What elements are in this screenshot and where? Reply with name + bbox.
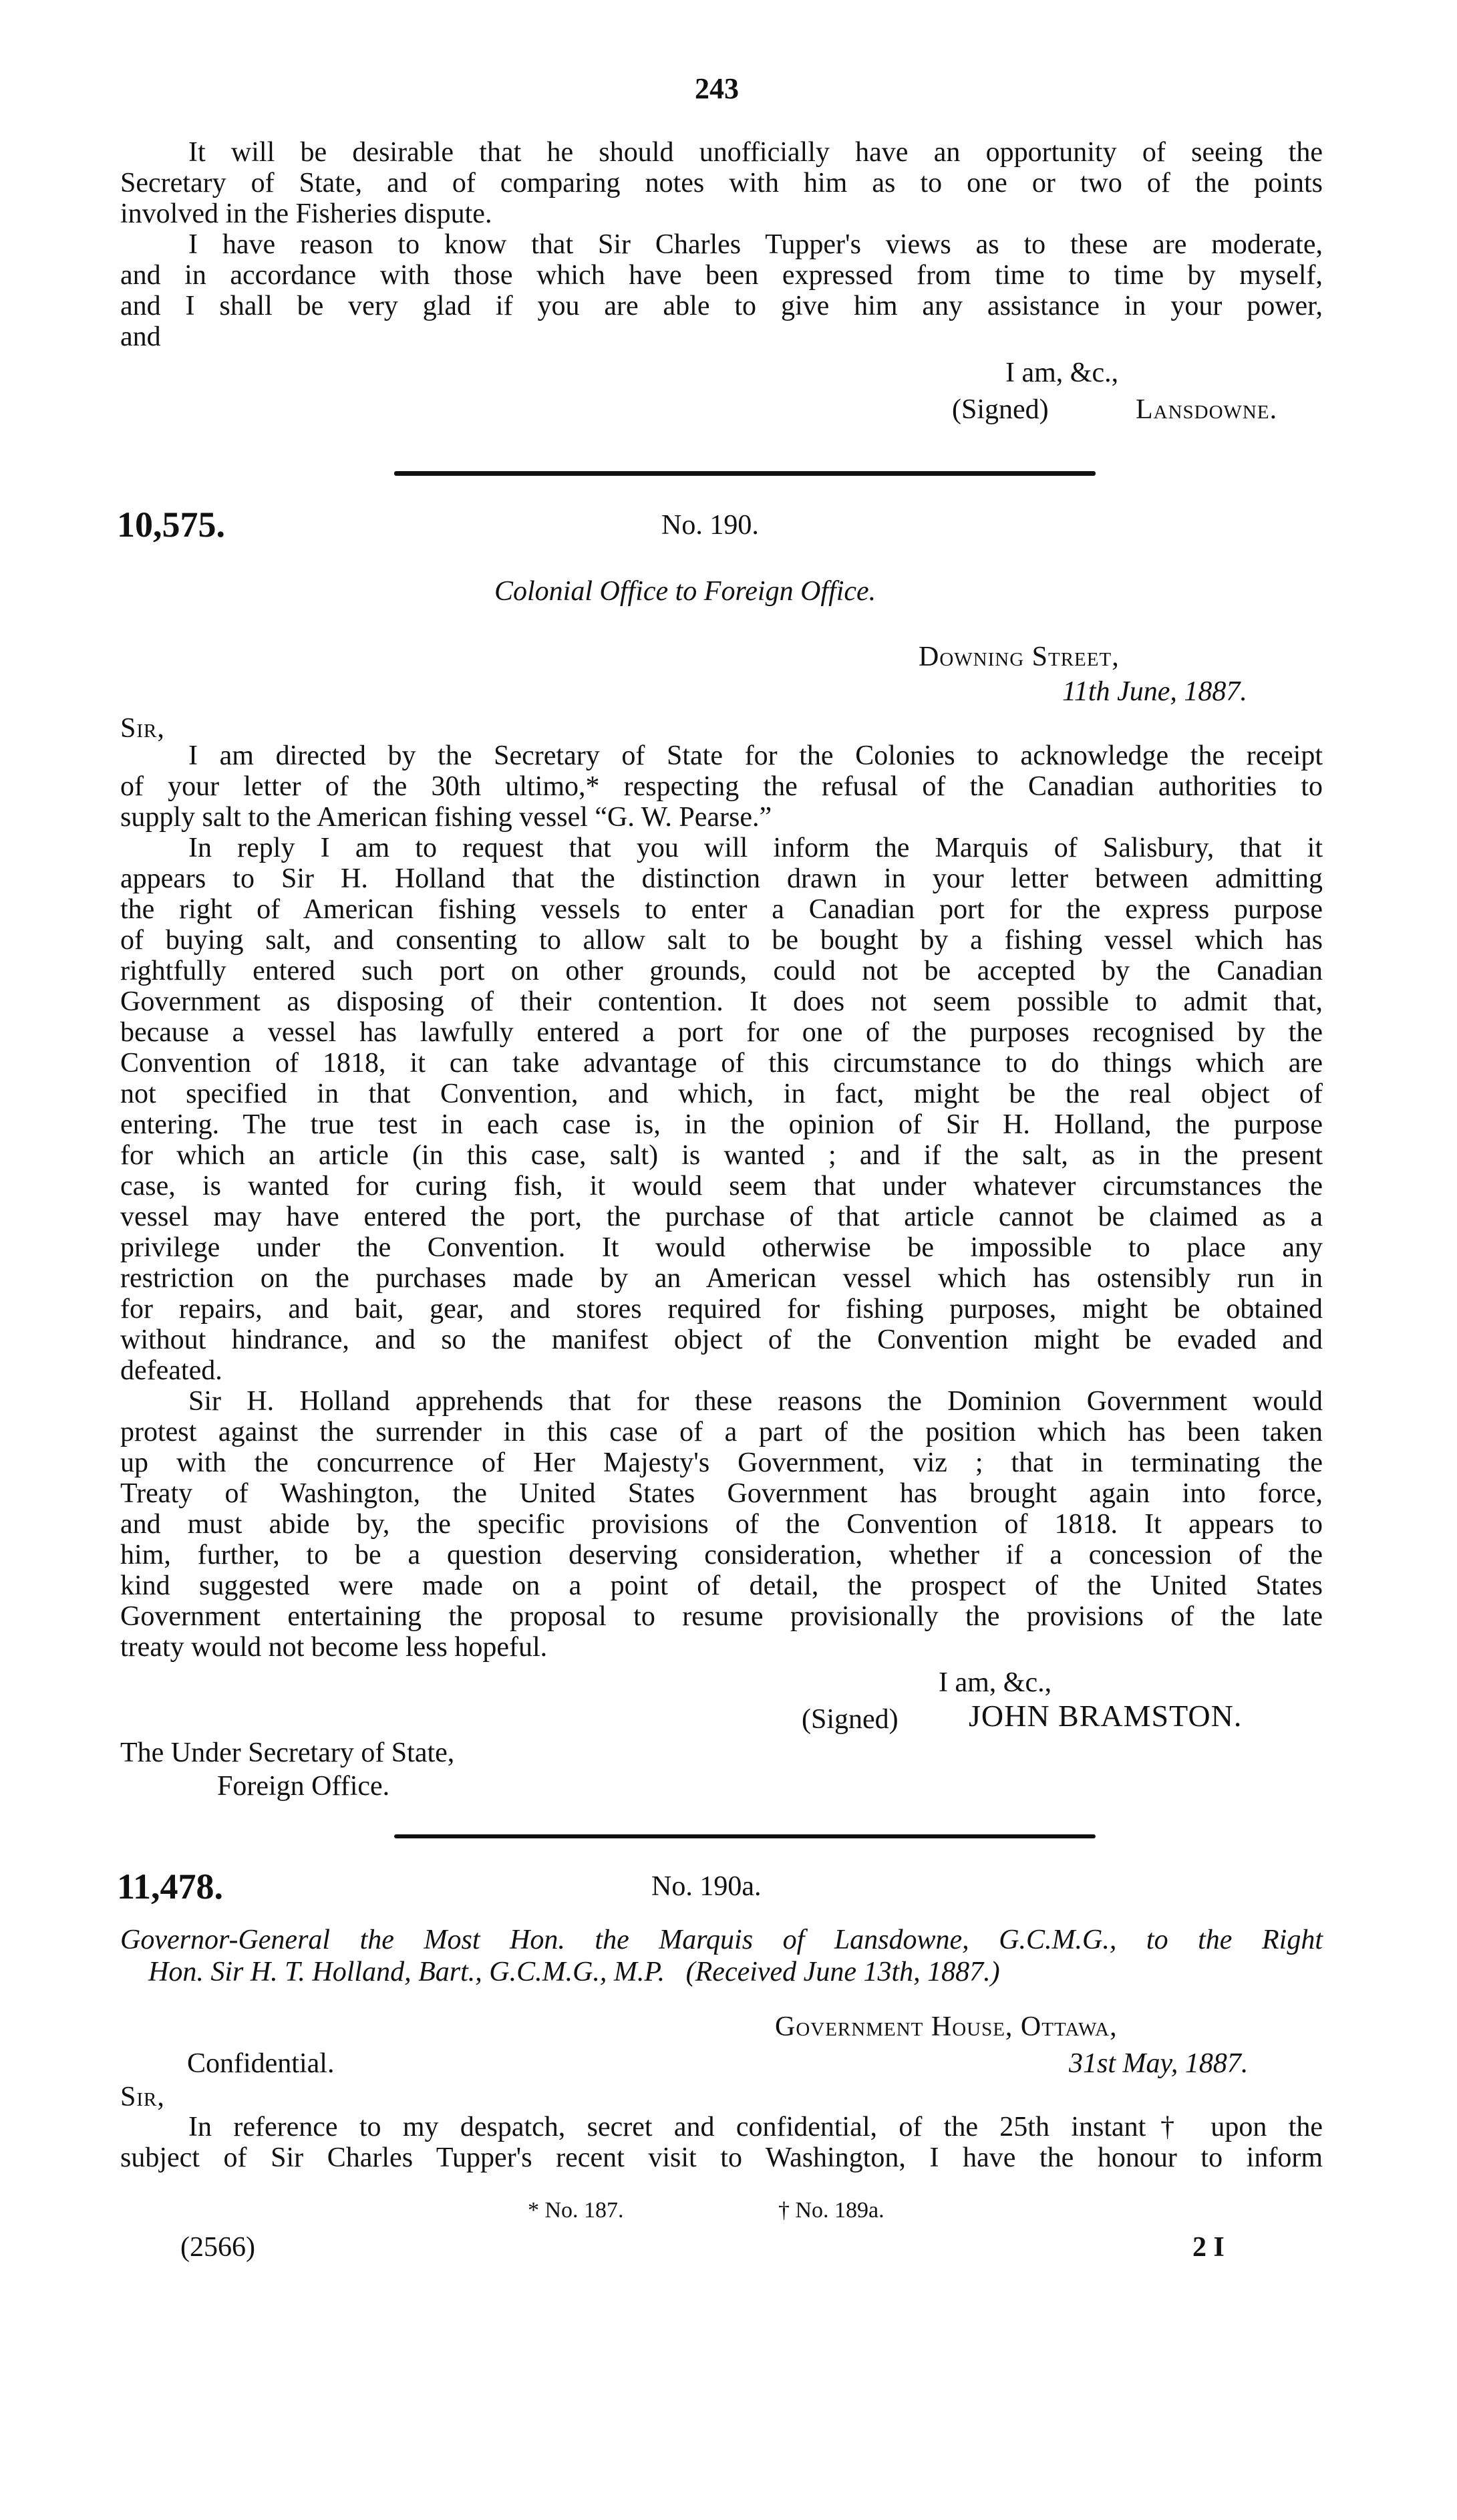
body-line: of your letter of the 30th ultimo,* respecting the refusal of the Canadian authorities to [120,771,1323,802]
received-date: (Received June 13th, 1887.) [685,1957,1000,1987]
file-number: 11,478. [117,1866,224,1907]
body-line: kind suggested were made on a point of detail, the prospect of the United States [120,1570,1323,1601]
footnote: * No. 187. [528,2198,624,2223]
body-line: appears to Sir H. Holland that the distinction drawn in your letter between admitting [120,863,1323,894]
letter1-line: and I shall be very glad if you are able to give him any assistance in your power, [120,291,1323,321]
signature-mark: 2 I [1192,2232,1225,2263]
print-code: (2566) [180,2232,255,2263]
body-line: without hindrance, and so the manifest object of the Convention might be evaded and [120,1324,1323,1355]
body-line: vessel may have entered the port, the purchase of that article cannot be claimed as a [120,1202,1323,1232]
body-line: Government as disposing of their contention. It does not seem possible to admit that, [120,986,1323,1017]
body-line: of buying salt, and consenting to allow salt to be bought by a fishing vessel which has [120,925,1323,956]
letter1-signer: Lansdowne. [1136,394,1278,425]
body-line: him, further, to be a question deserving consideration, whether if a concession of the [120,1540,1323,1570]
letter-date [1062,676,1247,707]
body-line: protest against the surrender in this case of a part of the position which has been taken [120,1417,1323,1447]
section-divider [394,471,1096,476]
document-heading: Colonial Office to Foreign Office. [494,576,876,607]
body-line: defeated. [120,1355,222,1386]
date-day: 31st [1069,2048,1116,2079]
body-line: In reply I am to request that you will inform the Marquis of Salisbury, that it [188,833,1323,863]
body-line: Sir H. Holland apprehends that for these reasons the Dominion Government would [188,1386,1323,1417]
body-line: Government entertaining the proposal to resume provisionally the provisions of the late [120,1601,1323,1632]
body-line: subject of Sir Charles Tupper's recent visit to Washington, I have the honour to inform [120,2142,1323,2173]
letter1-line: Secretary of State, and of comparing notes with him as to one or two of the points [120,168,1323,198]
body-line: privilege under the Convention. It would otherwise be impossible to place any [120,1232,1323,1263]
body-line: supply salt to the American fishing vessel “G. W. Pearse.” [120,802,772,833]
letter1-signed-label: (Signed) [952,394,1049,425]
body-line: not specified in that Convention, and which, in fact, might be the real object of [120,1079,1323,1109]
salutation: Sir, [120,2082,165,2112]
file-number: 10,575. [117,505,225,545]
signed-label: (Signed) [802,1704,899,1735]
body-line: rightfully entered such port on other grounds, could not be accepted by the Canadian [120,956,1323,986]
date-day: 11th [1062,676,1110,707]
footnote: † No. 189a. [778,2198,884,2223]
body-line: because a vessel has lawfully entered a port for one of the purposes recognised by the [120,1017,1323,1048]
closing: I am, &c., [939,1667,1052,1698]
body-line: and must abide by, the specific provisions of the Convention of 1818. It appears to [120,1509,1323,1540]
body-line: treaty would not become less hopeful. [120,1632,548,1663]
section-divider [394,1834,1096,1838]
body-line: entering. The true test in each case is, in the opinion of Sir H. Holland, the purpose [120,1109,1323,1140]
body-line: In reference to my despatch, secret and confidential, of the 25th instant† upon the [188,2112,1323,2142]
sender-address: Government House, Ottawa, [775,2011,1118,2042]
date-month-year: June, 1887. [1117,676,1247,707]
date-month-year: May, 1887. [1122,2048,1249,2079]
letter1-line: and in accordance with those which have been expressed from time to time by myself, [120,260,1323,291]
body-line: Treaty of Washington, the United States Government has brought again into force, [120,1478,1323,1509]
letter1-line: It will be desirable that he should unofficially have an opportunity of seeing the [188,137,1323,168]
document-title: No. 190a. [651,1871,762,1902]
heading-addressee: Hon. Sir H. T. Holland, Bart., G.C.M.G., M.P. [148,1957,665,1987]
signer-name: JOHN BRAMSTON. [969,1699,1243,1733]
document-title: No. 190. [661,510,759,541]
body-line: for repairs, and bait, gear, and stores required for fishing purposes, might be obtained [120,1294,1323,1324]
document-heading: Governor-General the Most Hon. the Marquis of Lansdowne, G.C.M.G., to the Right [120,1925,1323,1955]
body-line: I am directed by the Secretary of State for the Colonies to acknowledge the receipt [188,740,1323,771]
document-heading [148,1957,1000,1987]
salutation: Sir, [120,713,165,744]
letter1-closing: I am, &c., [1005,358,1119,388]
confidential-label: Confidential. [187,2048,335,2079]
letter1-line: I have reason to know that Sir Charles Tupper's views as to these are moderate, [188,229,1323,260]
letter-date [1069,2048,1248,2079]
letter1-line: and [120,321,161,352]
page-number: 243 [695,72,739,105]
sender-address: Downing Street, [919,642,1120,672]
letter1-line: involved in the Fisheries dispute. [120,198,492,229]
body-line: Convention of 1818, it can take advantage of this circumstance to do things which are [120,1048,1323,1079]
addressee-line: The Under Secretary of State, [120,1737,455,1768]
body-line: for which an article (in this case, salt) is wanted ; and if the salt, as in the present [120,1140,1323,1171]
body-line: the right of American fishing vessels to enter a Canadian port for the express purpose [120,894,1323,925]
addressee-line: Foreign Office. [217,1771,390,1802]
body-line: restriction on the purchases made by an American vessel which has ostensibly run in [120,1263,1323,1294]
body-line: case, is wanted for curing fish, it would seem that under whatever circumstances the [120,1171,1323,1202]
body-line: up with the concurrence of Her Majesty's Government, viz ; that in terminating the [120,1447,1323,1478]
